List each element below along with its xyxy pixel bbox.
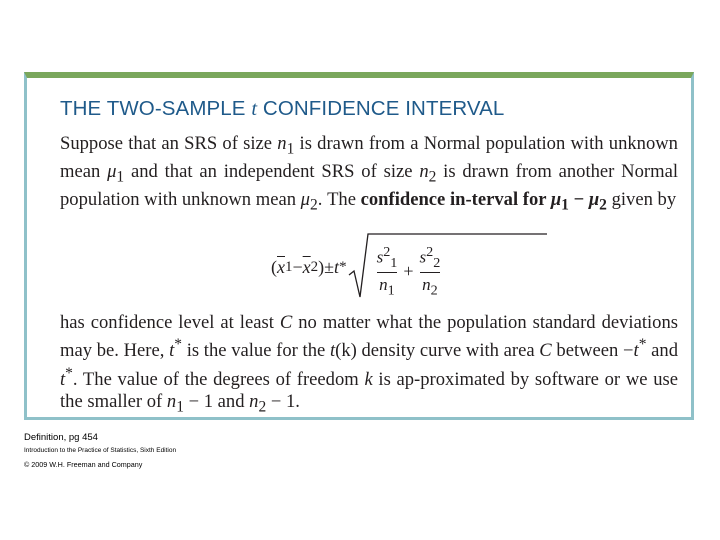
footer-book-title: Introduction to the Practice of Statistics, Sixth Edition	[24, 447, 177, 454]
footer-definition-ref: Definition, pg 454	[24, 432, 98, 443]
fraction-2: $\frac{s^2_2}{n_2}$	[419, 243, 441, 299]
square-root: $\frac{s^2_1}{n_1}$ + $\frac{s^2_2}{n_2}$	[347, 231, 447, 303]
footer-copyright: © 2009 W.H. Freeman and Company	[24, 460, 143, 469]
definition-box: THE TWO-SAMPLE t CONFIDENCE INTERVAL Suppose that an SRS of size $n_1$ is drawn from a Normal population with unknown mean $\mu_1$ and that an independent SRS of size $n_2$ is drawn from another Normal population with unknown mean $\mu_2$. The confidence in-terval for $\mu_1 - \mu_2$ given by ( $\overline{x}$ 1 − $\overline{x}$ 2 ) ± t * $\frac{s^2_1}{n_1}$ + $\frac{s^2_2}{n_2}$ has confidence level at least C no matter what the population standard deviations may be. Here, t* is the value for the t(k) density curve with area C between −t* and t*. The value of the degrees of freedom k is ap-proximated by software or we use the smaller of $n_1 - 1$ and $n_2 - 1$.	[24, 72, 694, 420]
definition-paragraph: Suppose that an SRS of size $n_1$ is drawn from a Normal population with unknown mean $\mu_1$ and that an independent SRS of size $n_2$ is drawn from another Normal population with unknown mean $\mu_2$. The confidence in-terval for $\mu_1 - \mu_2$ given by	[60, 133, 678, 214]
explanation-paragraph: has confidence level at least C no matter what the population standard deviations may be. Here, t* is the value for the t(k) density curve with area C between −t* and t*. The value of the degrees of freedom k is ap-proximated by software or we use the smaller of $n_1 - 1$ and $n_2 - 1$.	[60, 312, 679, 416]
box-title: THE TWO-SAMPLE t CONFIDENCE INTERVAL	[60, 97, 505, 120]
fraction-1: $\frac{s^2_1}{n_1}$	[376, 243, 398, 299]
radical-sign-icon	[347, 231, 547, 303]
